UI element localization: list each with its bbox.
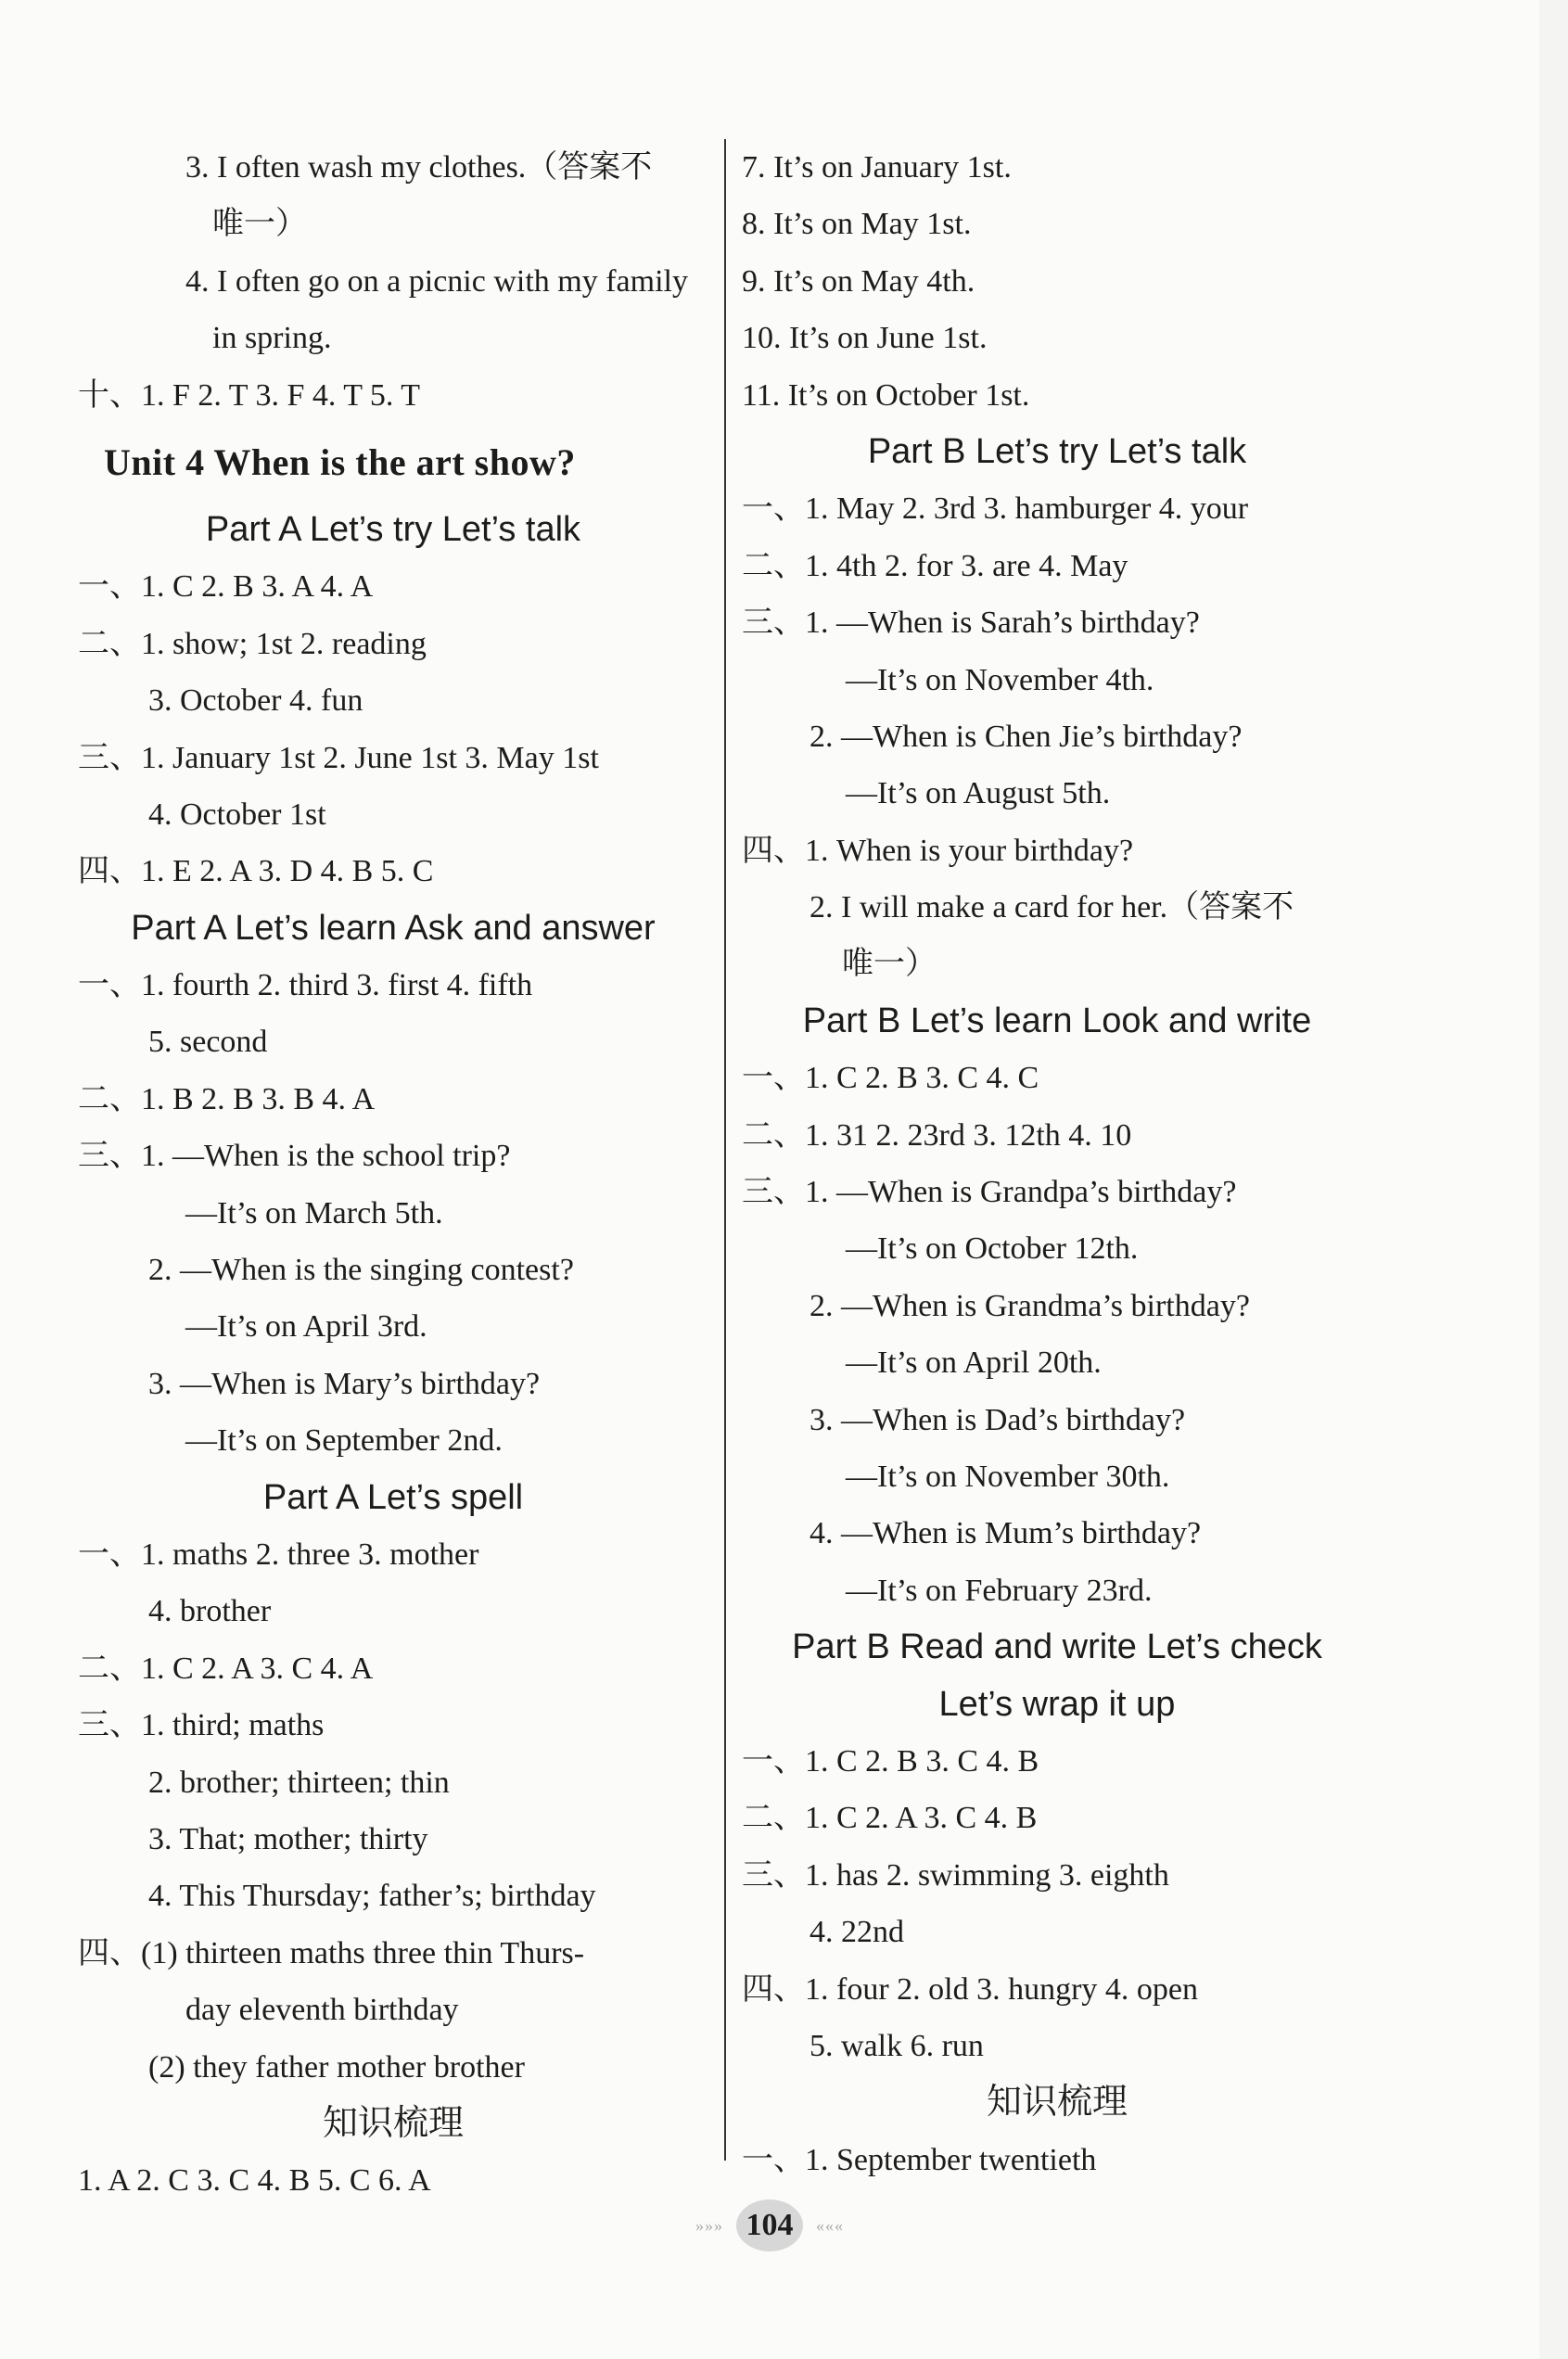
answer-line: 4. October 1st	[148, 797, 326, 832]
answer-line: 十、1. F 2. T 3. F 4. T 5. T	[78, 377, 421, 413]
column-divider	[724, 139, 726, 2161]
answer-line: 4. —When is Mum’s birthday?	[809, 1516, 1202, 1551]
page-number: 104	[736, 2200, 803, 2251]
answer-line: 4. 22nd	[809, 1915, 904, 1950]
answer-line: 三、1. has 2. swimming 3. eighth	[742, 1857, 1169, 1893]
answer-line: 一、1. C 2. B 3. C 4. B	[742, 1743, 1039, 1779]
answer-line: 四、1. When is your birthday?	[742, 833, 1134, 868]
section-heading: Part A Let’s learn Ask and answer	[131, 908, 656, 948]
answer-line: 7. It’s on January 1st.	[742, 150, 1012, 185]
answer-line: 二、1. C 2. A 3. C 4. A	[78, 1651, 374, 1686]
answer-line: 3. October 4. fun	[148, 683, 363, 719]
answer-line: 2. I will make a card for her.（答案不	[809, 890, 1294, 925]
left-column	[78, 139, 708, 2210]
answer-line: 3. —When is Mary’s birthday?	[148, 1366, 541, 1401]
answer-line: 4. I often go on a picnic with my family	[185, 263, 688, 299]
answer-line: 11. It’s on October 1st.	[742, 377, 1030, 413]
right-arrows-icon: «««	[816, 2215, 844, 2235]
answer-line: 3. That; mother; thirty	[148, 1821, 428, 1856]
answer-line: 三、1. —When is Sarah’s birthday?	[742, 606, 1200, 641]
answer-line: —It’s on November 4th.	[846, 662, 1154, 697]
answer-line: 3. —When is Dad’s birthday?	[809, 1402, 1186, 1437]
answer-line: 3. I often wash my clothes.（答案不	[185, 150, 653, 185]
answer-line: 2. —When is the singing contest?	[148, 1253, 574, 1288]
answer-line: —It’s on August 5th.	[846, 776, 1111, 811]
page-footer	[0, 2200, 1539, 2251]
answer-line: 5. walk 6. run	[809, 2028, 984, 2063]
section-heading: Part A Let’s spell	[262, 1477, 524, 1517]
answer-line: 2. —When is Grandma’s birthday?	[809, 1288, 1250, 1323]
answer-line: 唯一）	[212, 207, 307, 242]
answer-line: 四、1. E 2. A 3. D 4. B 5. C	[78, 854, 434, 889]
answer-line: —It’s on April 20th.	[846, 1345, 1102, 1381]
answer-line: 2. brother; thirteen; thin	[148, 1765, 450, 1800]
answer-line: 二、1. show; 1st 2. reading	[78, 626, 427, 661]
answer-line: —It’s on February 23rd.	[846, 1573, 1153, 1608]
answer-line: 三、1. —When is Grandpa’s birthday?	[742, 1175, 1237, 1210]
answer-line: 2. —When is Chen Jie’s birthday?	[809, 719, 1243, 754]
answer-line: 三、1. January 1st 2. June 1st 3. May 1st	[78, 740, 599, 775]
answer-line: —It’s on April 3rd.	[185, 1309, 427, 1345]
answer-line: 一、1. September twentieth	[742, 2142, 1097, 2177]
answer-line: 8. It’s on May 1st.	[742, 207, 972, 242]
answer-line: 10. It’s on June 1st.	[742, 321, 988, 356]
answer-line: in spring.	[212, 321, 332, 356]
answer-line: 二、1. B 2. B 3. B 4. A	[78, 1081, 376, 1116]
answer-line: —It’s on October 12th.	[846, 1231, 1139, 1267]
answer-line: 四、(1) thirteen maths three thin Thurs-	[78, 1935, 585, 1970]
section-heading: 知识梳理	[322, 2103, 464, 2143]
section-heading: Part B Let’s learn Look and write	[802, 1001, 1312, 1040]
section-heading: 知识梳理	[986, 2083, 1128, 2123]
section-heading: Part B Read and write Let’s check	[792, 1627, 1322, 1667]
answer-line: —It’s on November 30th.	[846, 1459, 1170, 1494]
answer-line: 三、1. third; maths	[78, 1708, 325, 1743]
answer-line: 9. It’s on May 4th.	[742, 263, 975, 299]
answer-line: 一、1. May 2. 3rd 3. hamburger 4. your	[742, 491, 1249, 527]
section-heading: Part A Let’s try Let’s talk	[205, 509, 581, 549]
section-heading: Let’s wrap it up	[938, 1684, 1176, 1724]
answer-line: 二、1. 31 2. 23rd 3. 12th 4. 10	[742, 1117, 1132, 1153]
answer-line: 4. brother	[148, 1594, 272, 1629]
answer-line: 唯一）	[842, 947, 937, 982]
answer-line: 1. A 2. C 3. C 4. B 5. C 6. A	[78, 2163, 431, 2199]
right-column	[742, 139, 1372, 2188]
answer-line: 二、1. 4th 2. for 3. are 4. May	[742, 548, 1128, 583]
unit-title: Unit 4 When is the art show?	[104, 440, 576, 483]
left-arrows-icon: »»»	[695, 2215, 723, 2235]
answer-line: 5. second	[148, 1025, 268, 1060]
answer-line: 一、1. maths 2. three 3. mother	[78, 1537, 479, 1572]
answer-line: 一、1. fourth 2. third 3. first 4. fifth	[78, 968, 533, 1003]
answer-line: 四、1. four 2. old 3. hungry 4. open	[742, 1971, 1199, 2007]
answer-line: 一、1. C 2. B 3. A 4. A	[78, 569, 374, 605]
answer-line: 三、1. —When is the school trip?	[78, 1139, 511, 1174]
answer-line: —It’s on March 5th.	[185, 1195, 443, 1231]
answer-line: (2) they father mother brother	[148, 2049, 525, 2085]
answer-line: 4. This Thursday; father’s; birthday	[148, 1879, 596, 1914]
answer-line: —It’s on September 2nd.	[185, 1423, 503, 1459]
section-heading: Part B Let’s try Let’s talk	[867, 431, 1247, 471]
answer-line: 二、1. C 2. A 3. C 4. B	[742, 1801, 1038, 1836]
answer-line: 一、1. C 2. B 3. C 4. C	[742, 1061, 1039, 1096]
answer-line: day eleventh birthday	[185, 1993, 459, 2028]
